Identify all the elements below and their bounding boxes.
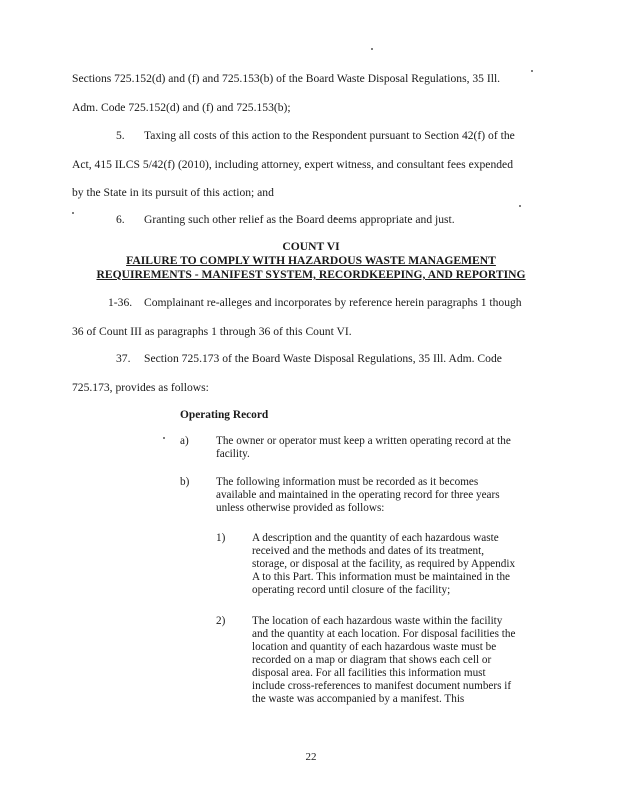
subsection-b2-line: location and quantity of each hazardous waste must be [252,641,497,653]
subsection-b-text [216,476,500,515]
para-37-line-2: 725.173, provides as follows: [72,381,209,394]
subsection-b1-line: A to this Part. This information must be maintained in the [252,571,511,583]
count-subtitle-line-2: REQUIREMENTS - MANIFEST SYSTEM, RECORDKEEPING, AND REPORTING [96,268,526,281]
item-5-line-1: Taxing all costs of this action to the Respondent pursuant to Section 42(f) of the [144,129,515,142]
subsection-a-line: The owner or operator must keep a written operating record at the [216,435,511,447]
item-5-number: 5. [116,129,125,142]
scan-speck [371,48,373,50]
subsection-b1-line: A description and the quantity of each hazardous waste [252,532,499,544]
subsection-b2-line: the waste was accompanied by a manifest. This [252,693,465,705]
para-1-36-line-2: 36 of Count III as paragraphs 1 through 36 of this Count VI. [72,325,352,338]
item-5-line-3: by the State in its pursuit of this action; and [72,186,274,199]
subsection-a-text [216,435,511,461]
count-subtitle-line-1: FAILURE TO COMPLY WITH HAZARDOUS WASTE MANAGEMENT [126,254,496,267]
subsection-b-line: unless otherwise provided as follows: [216,502,385,514]
subsection-a-line: facility. [216,448,250,460]
item-6-text: Granting such other relief as the Board deems appropriate and just. [144,213,455,226]
continuation-line-2: Adm. Code 725.152(d) and (f) and 725.153(b); [72,101,291,114]
subsection-b2-line: recorded on a map or diagram that shows each cell or [252,654,492,666]
subsection-b2-line: and the quantity at each location. For disposal facilities the [252,628,516,640]
subsection-b2-label: 2) [216,615,226,627]
subsection-b2-line: include cross-references to manifest document numbers if [252,680,512,692]
subsection-b2-line: disposal area. For all facilities this information must [252,667,486,679]
scan-speck [531,70,533,72]
scan-speck [72,212,74,214]
continuation-line-1: Sections 725.152(d) and (f) and 725.153(b) of the Board Waste Disposal Regulations, 35 Ill. [72,72,501,85]
item-5-line-2: Act, 415 ILCS 5/42(f) (2010), including attorney, expert witness, and consultant fees expended [72,158,513,171]
subsection-b-label: b) [180,476,190,488]
para-37-line-1: Section 725.173 of the Board Waste Disposal Regulations, 35 Ill. Adm. Code [144,352,502,365]
item-6-number: 6. [116,213,125,226]
page-number: 22 [305,751,317,763]
subsection-b1-text [252,532,515,597]
subsection-b-line: available and maintained in the operating record for three years [216,489,500,501]
subsection-b1-line: storage, or disposal at the facility, as required by Appendix [252,558,516,570]
para-37-number: 37. [116,352,131,365]
subsection-b2-text [252,615,515,706]
scan-speck [163,437,165,439]
subsection-b1-line: received and the methods and dates of its treatment, [252,545,485,557]
subsection-b2-line: The location of each hazardous waste within the facility [252,615,503,627]
subsection-b1-label: 1) [216,532,226,544]
para-1-36-line-1: Complainant re-alleges and incorporates by reference herein paragraphs 1 though [144,296,522,309]
scan-speck [519,205,521,207]
quote-heading: Operating Record [180,409,269,421]
count-title: COUNT VI [282,240,340,253]
subsection-b-line: The following information must be recorded as it becomes [216,476,479,488]
subsection-a-label: a) [180,435,189,447]
subsection-b1-line: operating record until closure of the facility; [252,584,451,596]
para-1-36-number: 1-36. [108,296,133,309]
